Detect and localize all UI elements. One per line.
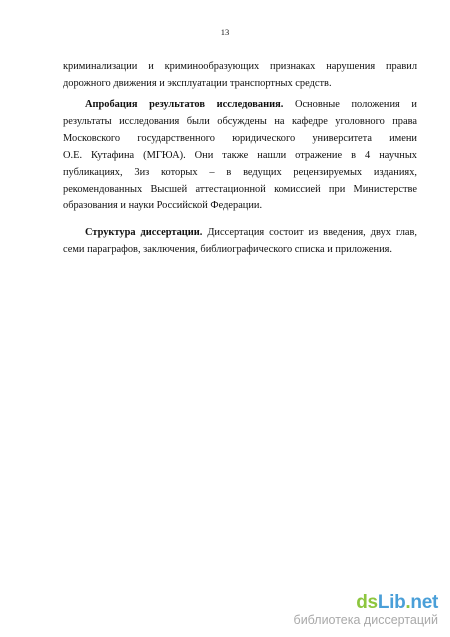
paragraph-structure <box>63 225 417 259</box>
page-number: 13 <box>220 27 230 37</box>
section-heading-structure: Структура диссертации. <box>85 227 203 238</box>
paragraph-line: дорожного движения и эксплуатации транспортных средств. <box>63 77 332 89</box>
paragraph-first-line <box>63 97 417 114</box>
paragraph-line: криминализации и криминообразующих признаках нарушения правил <box>63 61 417 72</box>
watermark-subtitle: библиотека диссертаций <box>293 613 438 627</box>
paragraph-line: Основные положения и <box>283 99 417 110</box>
section-heading-approbation: Апробация результатов исследования. <box>85 99 284 110</box>
paragraph-1 <box>63 59 417 93</box>
paragraph-approbation <box>63 97 417 215</box>
paragraph-line: семи параграфов, заключения, библиографического списка и приложения. <box>63 243 393 255</box>
dslib-watermark <box>294 593 438 627</box>
paragraph-line: рекомендованных Высшей аттестационной комиссией при Министерстве <box>63 183 417 195</box>
paragraph-line: Диссертация состоит из введения, двух глав, <box>202 227 417 238</box>
logo-net-text: net <box>410 592 438 613</box>
dslib-logo <box>294 593 438 613</box>
paragraph-line: результаты исследования были обсуждены на кафедре уголовного права <box>63 115 417 127</box>
paragraph-line: Московского государственного юридического университета имени <box>63 132 417 144</box>
paragraph-line: образования и науки Российской Федерации. <box>63 200 263 212</box>
paragraph-line: публикациях, 3из которых – в ведущих рецензируемых изданиях, <box>63 166 417 178</box>
logo-dot-text: . <box>405 592 411 613</box>
logo-ds-text: ds <box>356 592 378 613</box>
paragraph-line: О.Е. Кутафина (МГЮА). Они также нашли отражение в 4 научных <box>63 149 417 161</box>
paragraph-first-line <box>63 225 417 242</box>
logo-lib-text: Lib <box>377 592 406 613</box>
